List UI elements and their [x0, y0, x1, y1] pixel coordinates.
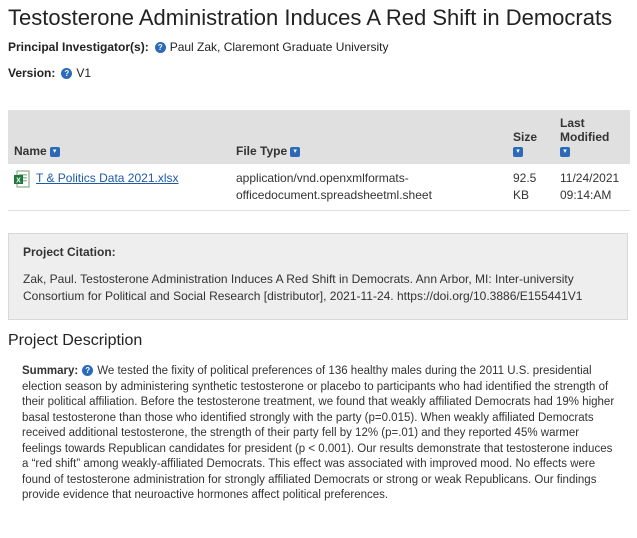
size-column-header[interactable] — [507, 110, 554, 164]
version-row — [8, 66, 629, 80]
name-header-label: Name — [14, 144, 47, 158]
file-type-cell — [230, 164, 507, 211]
table-row — [8, 164, 630, 211]
summary-label: Summary: — [22, 365, 79, 377]
file-download-link[interactable]: T & Politics Data 2021.xlsx — [36, 171, 179, 185]
sort-icon[interactable]: ▾ — [560, 147, 570, 157]
page-title: Testosterone Administration Induces A Red Shift in Democrats — [8, 5, 613, 30]
file-size-cell — [507, 164, 554, 211]
project-summary — [22, 364, 619, 504]
modified-header-label-2: Modified — [560, 130, 610, 144]
name-column-header[interactable] — [8, 110, 230, 164]
help-icon[interactable]: ? — [82, 365, 93, 376]
summary-text: We tested the fixity of political preferences of 136 healthy males during the 2011 U.S. presidential election season by administering synthetic testosterone or placebo to participants who had identified the strength of their political affiliation. Before the testosterone treatment, we found that weakly affiliated Democrats had 19% higher basal testosterone than those who identified strongly with the party (p=0.015). When weakly affiliated Democrats received additional testosterone, the strength of their party fell by 12% (p=.01) and they reported 45% warmer feelings towards Republican candidates for president (p < 0.001). Our results demonstrate that testosterone induces a “red shift” among weakly-affiliated Democrats. This effect was associated with improved mood. No effects were found of testosterone administration for strongly affiliated Democrats or strong or weak Republicans. Our findings provide evidence that neuroactive hormones affect political preferences. — [22, 365, 615, 501]
citation-label: Project Citation: — [23, 245, 116, 259]
modified-header-label-1: Last — [560, 116, 585, 130]
modified-date: 11/24/2021 — [560, 171, 620, 185]
file-type-line-2: officedocument.spreadsheetml.sheet — [236, 188, 432, 202]
project-citation-box — [8, 233, 628, 320]
page — [0, 6, 637, 504]
file-type-line-1: application/vnd.openxmlformats- — [236, 171, 409, 185]
pi-value: Paul Zak, Claremont Graduate University — [169, 40, 389, 54]
last-modified-column-header[interactable] — [554, 110, 630, 164]
file-type-header-label: File Type — [236, 144, 288, 158]
size-header-label: Size — [513, 130, 538, 144]
modified-time: 09:14:AM — [560, 188, 612, 202]
principal-investigator — [8, 40, 629, 54]
sort-icon[interactable]: ▾ — [290, 147, 300, 157]
file-name-cell — [8, 164, 230, 211]
version-label: Version: — [8, 66, 56, 80]
sort-icon[interactable]: ▾ — [50, 147, 60, 157]
citation-text: Zak, Paul. Testosterone Administration Induces A Red Shift in Democrats. Ann Arbor, MI: Inter-university Consortium for Political and Social Research [distributor], 2021-11-24. https://doi.org/10.3886/E155441V1 — [23, 272, 583, 303]
excel-file-icon — [14, 170, 30, 188]
files-table — [8, 110, 630, 211]
file-size-unit: KB — [513, 188, 530, 202]
version-value: V1 — [76, 66, 92, 80]
table-header-row — [8, 110, 630, 164]
file-size-value: 92.5 — [513, 171, 537, 185]
sort-icon[interactable]: ▾ — [513, 147, 523, 157]
help-icon[interactable]: ? — [155, 42, 166, 53]
project-description-heading: Project Description — [8, 332, 143, 349]
pi-label: Principal Investigator(s): — [8, 40, 149, 54]
svg-text:X: X — [16, 177, 21, 185]
file-type-column-header[interactable] — [230, 110, 507, 164]
help-icon[interactable]: ? — [61, 68, 72, 79]
last-modified-cell — [554, 164, 630, 211]
